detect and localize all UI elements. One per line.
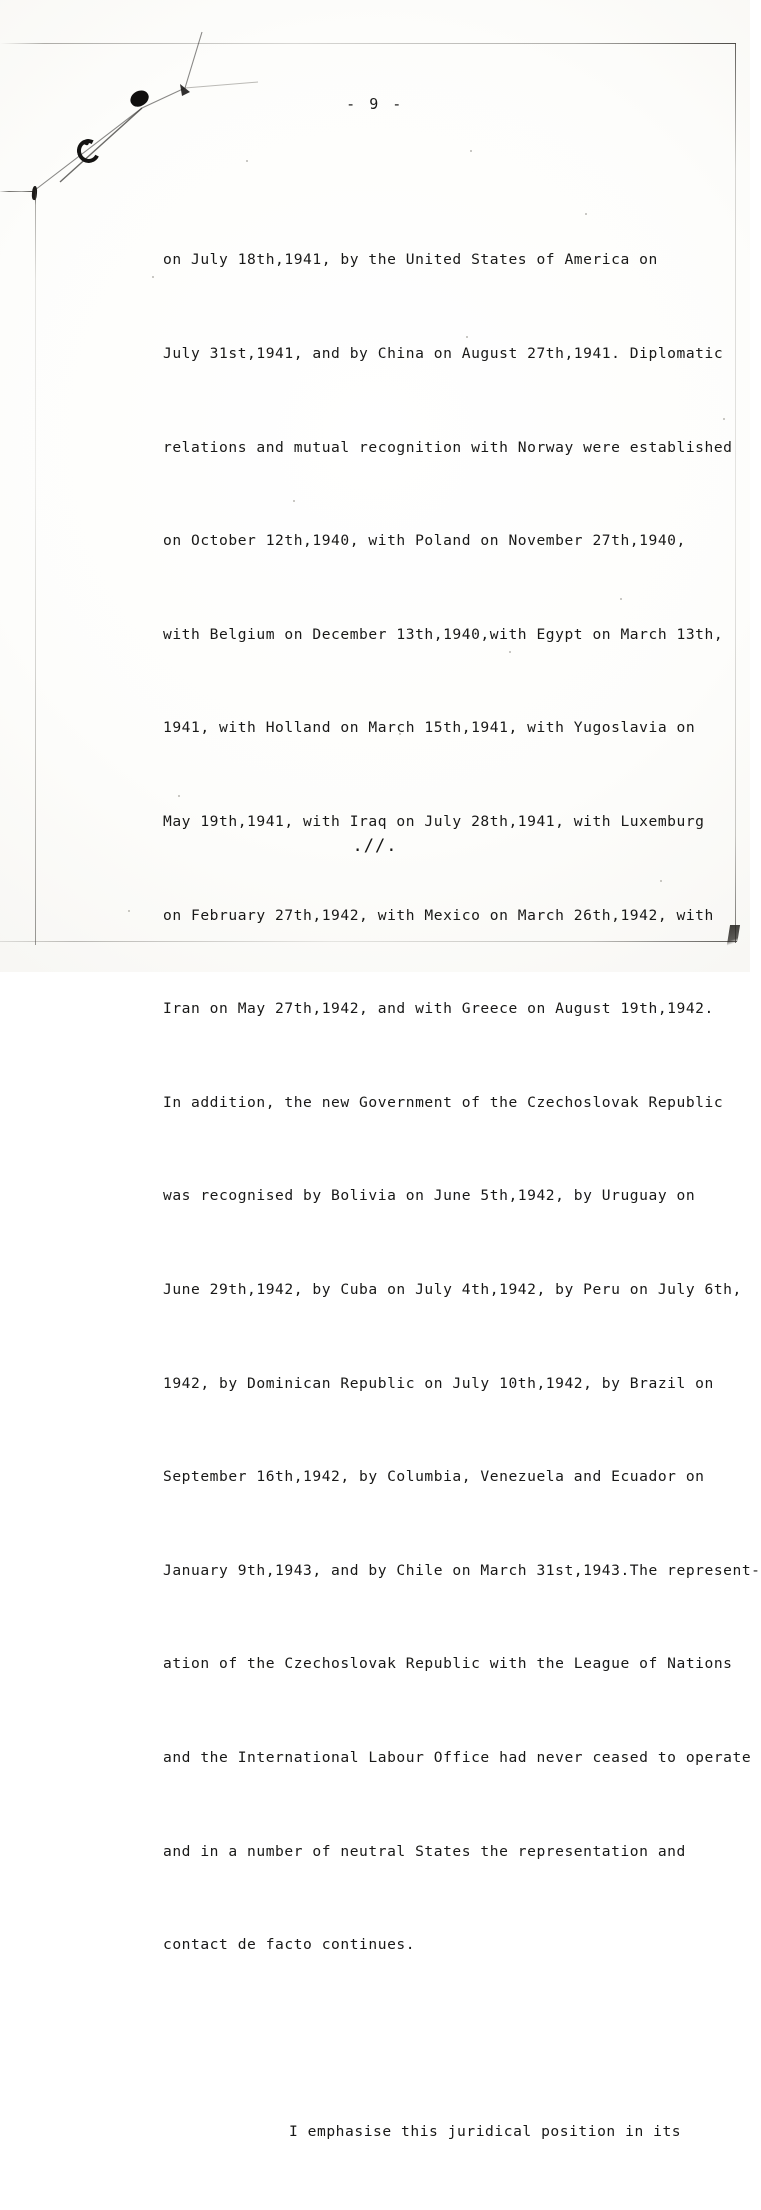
text-line: January 9th,1943, and by Chile on March 31st,1943.The represent-	[163, 1561, 761, 1579]
page-number: - 9 -	[346, 95, 404, 113]
text-line: September 16th,1942, by Columbia, Venezuela and Ecuador on	[163, 1468, 705, 1486]
text-line: 1942, by Dominican Republic on July 10th,1942, by Brazil on	[163, 1374, 714, 1392]
text-line: was recognised by Bolivia on June 5th,1942, by Uruguay on	[163, 1187, 696, 1205]
closing-paragraph: I emphasise this juridical position in its	[289, 2123, 682, 2141]
document-body	[163, 182, 761, 2210]
text-line: 1941, with Holland on March 15th,1941, with Yugoslavia on	[163, 719, 696, 737]
text-line: June 29th,1942, by Cuba on July 4th,1942, by Peru on July 6th,	[163, 1280, 742, 1298]
continuation-mark: .//.	[352, 836, 398, 856]
text-line: May 19th,1941, with Iraq on July 28th,1941, with Luxemburg	[163, 812, 705, 830]
text-line: ation of the Czechoslovak Republic with the League of Nations	[163, 1655, 733, 1673]
text-line: Iran on May 27th,1942, and with Greece on August 19th,1942.	[163, 1000, 714, 1018]
text-line: with Belgium on December 13th,1940,with Egypt on March 13th,	[163, 625, 724, 643]
text-line: relations and mutual recognition with Norway were established	[163, 438, 733, 456]
text-line: July 31st,1941, and by China on August 27th,1941. Diplomatic	[163, 345, 724, 362]
scan-speck	[470, 150, 472, 152]
text-line: and the International Labour Office had never ceased to operate	[163, 1748, 752, 1766]
text-line: contact de facto continues.	[163, 1936, 416, 1954]
page-edge-top	[0, 43, 736, 44]
text-line: on July 18th,1941, by the United States of America on	[163, 251, 658, 269]
text-line: In addition, the new Government of the Czechoslovak Republic	[163, 1093, 724, 1111]
paragraph-spacer	[163, 2023, 743, 2054]
fold-crease-horizontal	[0, 191, 36, 192]
text-line: on October 12th,1940, with Poland on November 27th,1940,	[163, 532, 686, 550]
text-line: on February 27th,1942, with Mexico on March 26th,1942, with	[163, 906, 714, 924]
scan-speck	[152, 276, 154, 278]
scan-speck	[246, 160, 248, 162]
scan-speck	[128, 910, 130, 912]
fold-crease-vertical-left-margin	[35, 190, 36, 945]
text-line: and in a number of neutral States the representation and	[163, 1842, 686, 1860]
